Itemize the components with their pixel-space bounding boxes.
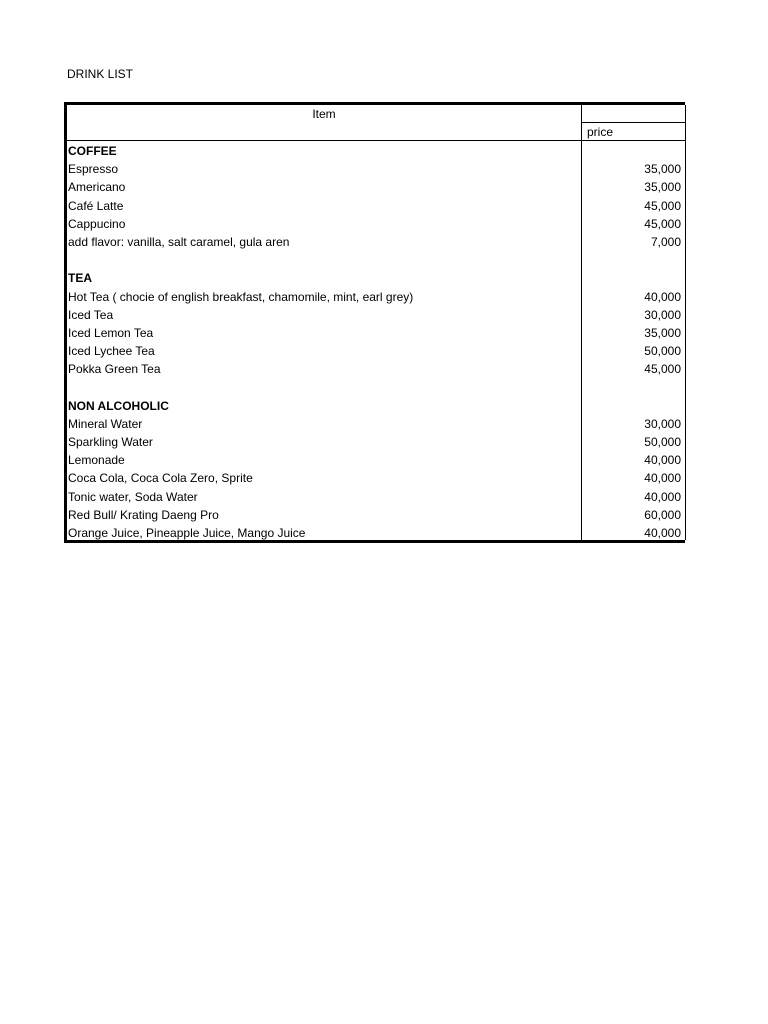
table-row bbox=[67, 160, 685, 178]
item-price: 40,000 bbox=[644, 453, 681, 468]
table-row bbox=[67, 215, 685, 233]
item-name: Iced Lychee Tea bbox=[68, 344, 155, 359]
table-row bbox=[67, 233, 685, 251]
item-price: 7,000 bbox=[650, 234, 681, 249]
price-column-header: price bbox=[587, 125, 614, 139]
section-label: COFFEE bbox=[68, 144, 117, 158]
item-name: Orange Juice, Pineapple Juice, Mango Juice bbox=[68, 525, 306, 540]
item-name: Lemonade bbox=[68, 453, 125, 468]
item-name: Iced Lemon Tea bbox=[68, 325, 154, 340]
item-name: Americano bbox=[68, 180, 126, 195]
item-name: Red Bull/ Krating Daeng Pro bbox=[68, 507, 219, 522]
item-name: add flavor: vanilla, salt caramel, gula aren bbox=[68, 234, 290, 249]
item-price: 35,000 bbox=[644, 162, 681, 177]
table-body bbox=[67, 142, 685, 542]
table-row bbox=[67, 360, 685, 378]
table-row bbox=[67, 488, 685, 506]
item-price: 45,000 bbox=[644, 216, 681, 231]
blank-row bbox=[67, 378, 685, 396]
item-name: Hot Tea ( chocie of english breakfast, chamomile, mint, earl grey) bbox=[68, 289, 414, 304]
table-right-border bbox=[685, 140, 686, 540]
item-name: Coca Cola, Coca Cola Zero, Sprite bbox=[68, 471, 253, 486]
item-price: 30,000 bbox=[644, 307, 681, 322]
item-price: 40,000 bbox=[644, 489, 681, 504]
price-header-border bbox=[581, 122, 686, 123]
table-row bbox=[67, 178, 685, 196]
table-row bbox=[67, 451, 685, 469]
item-price: 40,000 bbox=[644, 525, 681, 540]
table-row bbox=[67, 324, 685, 342]
header-separator bbox=[67, 140, 686, 141]
section-label: TEA bbox=[68, 271, 92, 286]
item-name: Pokka Green Tea bbox=[68, 362, 161, 377]
table-row bbox=[67, 306, 685, 324]
section-header-row bbox=[67, 269, 685, 287]
table-row bbox=[67, 415, 685, 433]
item-price: 30,000 bbox=[644, 416, 681, 431]
item-price: 35,000 bbox=[644, 325, 681, 340]
item-price: 40,000 bbox=[644, 471, 681, 486]
table-row bbox=[67, 469, 685, 487]
item-name: Iced Tea bbox=[68, 307, 114, 322]
table-row bbox=[67, 506, 685, 524]
item-name: Cappucino bbox=[68, 216, 126, 231]
item-name: Tonic water, Soda Water bbox=[68, 489, 198, 504]
item-price: 40,000 bbox=[644, 289, 681, 304]
table-row bbox=[67, 433, 685, 451]
item-name: Mineral Water bbox=[68, 416, 143, 431]
table-row bbox=[67, 197, 685, 215]
item-name: Sparkling Water bbox=[68, 435, 153, 449]
item-price: 45,000 bbox=[644, 198, 681, 213]
table-row bbox=[67, 342, 685, 360]
blank-row bbox=[67, 251, 685, 269]
table-row bbox=[67, 524, 685, 542]
item-price: 45,000 bbox=[644, 362, 681, 377]
item-price: 50,000 bbox=[644, 344, 681, 359]
drink-list-table bbox=[64, 102, 685, 543]
section-header-row bbox=[67, 397, 685, 415]
table-row bbox=[67, 288, 685, 306]
item-name: Espresso bbox=[68, 162, 119, 177]
item-price: 60,000 bbox=[644, 507, 681, 522]
document-title: DRINK LIST bbox=[67, 67, 134, 81]
item-price: 50,000 bbox=[644, 435, 681, 449]
section-label: NON ALCOHOLIC bbox=[68, 398, 169, 413]
item-price: 35,000 bbox=[644, 180, 681, 195]
item-name: Café Latte bbox=[68, 198, 124, 213]
item-column-header: Item bbox=[312, 107, 336, 121]
section-header-row bbox=[67, 142, 685, 160]
